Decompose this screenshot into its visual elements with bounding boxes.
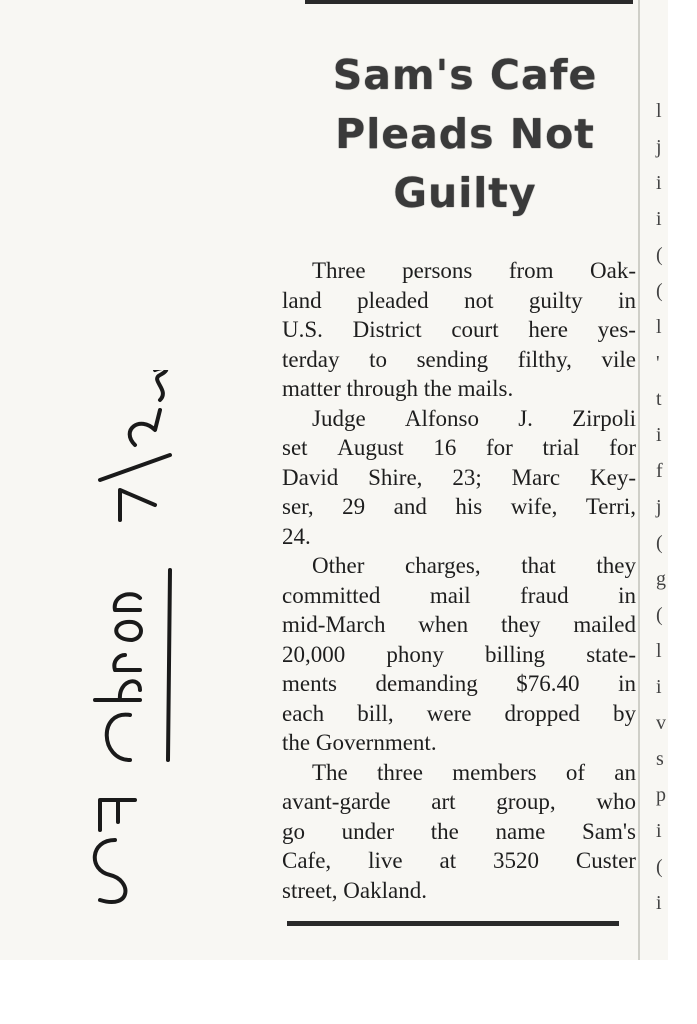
article-line: terday to sending filthy, vile [282, 346, 636, 372]
article-line: set August 16 for trial for [282, 435, 636, 460]
headline-line: Guilty [393, 169, 537, 217]
article-line: Three persons from Oak- [312, 258, 636, 283]
article-line: committed mail fraud in [282, 582, 636, 608]
article-line: avant-garde art group, who [282, 789, 636, 814]
article-line: ments demanding $76.40 in [282, 671, 636, 696]
headline-line: Pleads Not [335, 110, 595, 158]
margin-fragment: i [656, 172, 662, 194]
article-line: the Government. [282, 730, 437, 755]
margin-fragment: i [656, 424, 662, 446]
margin-fragment: p [656, 784, 666, 806]
margin-fragment: v [656, 712, 666, 734]
top-rule [305, 0, 633, 4]
margin-fragment: i [656, 892, 662, 914]
article-line: 24. [282, 523, 311, 549]
article-line: go under the name Sam's [282, 818, 636, 844]
article-line: mid-March when they mailed [282, 612, 636, 637]
margin-fragment: s [656, 748, 664, 770]
margin-fragment: i [656, 676, 662, 698]
margin-fragment: j [656, 496, 662, 518]
article-line: Cafe, live at 3520 Custer [282, 848, 636, 873]
article-line: The three members of an [312, 759, 636, 785]
article-line: Other charges, that they [312, 553, 636, 578]
article-line: 20,000 phony billing state- [282, 641, 636, 667]
article-line: each bill, were dropped by [282, 700, 636, 726]
margin-fragment: f [656, 460, 663, 482]
article-line: land pleaded not guilty in [282, 287, 636, 313]
margin-fragment: l [656, 100, 662, 122]
margin-fragment: g [656, 568, 666, 590]
margin-fragment: ' [656, 352, 660, 374]
adjacent-column-fragments [648, 100, 688, 960]
margin-fragment: l [656, 640, 662, 662]
article-line: street, Oakland. [282, 877, 427, 903]
margin-fragment: ( [656, 856, 663, 878]
margin-fragment: ( [656, 532, 663, 554]
margin-fragment: j [656, 136, 662, 158]
headline [290, 46, 640, 223]
article-line: ser, 29 and his wife, Terri, [282, 494, 636, 519]
margin-fragment: l [656, 316, 662, 338]
handwritten-note [60, 370, 250, 910]
article-line: Judge Alfonso J. Zirpoli [312, 405, 636, 431]
margin-fragment: ( [656, 244, 663, 266]
margin-fragment: i [656, 208, 662, 230]
article-body [282, 256, 636, 905]
article-line: David Shire, 23; Marc Key- [282, 464, 636, 490]
margin-fragment: i [656, 820, 662, 842]
margin-fragment: ( [656, 604, 663, 626]
headline-line: Sam's Cafe [332, 51, 598, 99]
article-line: U.S. District court here yes- [282, 317, 636, 342]
bottom-rule [287, 921, 619, 926]
article-line: matter through the mails. [282, 376, 514, 401]
margin-fragment: t [656, 388, 662, 410]
handwriting-icon [60, 370, 250, 910]
margin-fragment: ( [656, 280, 663, 302]
